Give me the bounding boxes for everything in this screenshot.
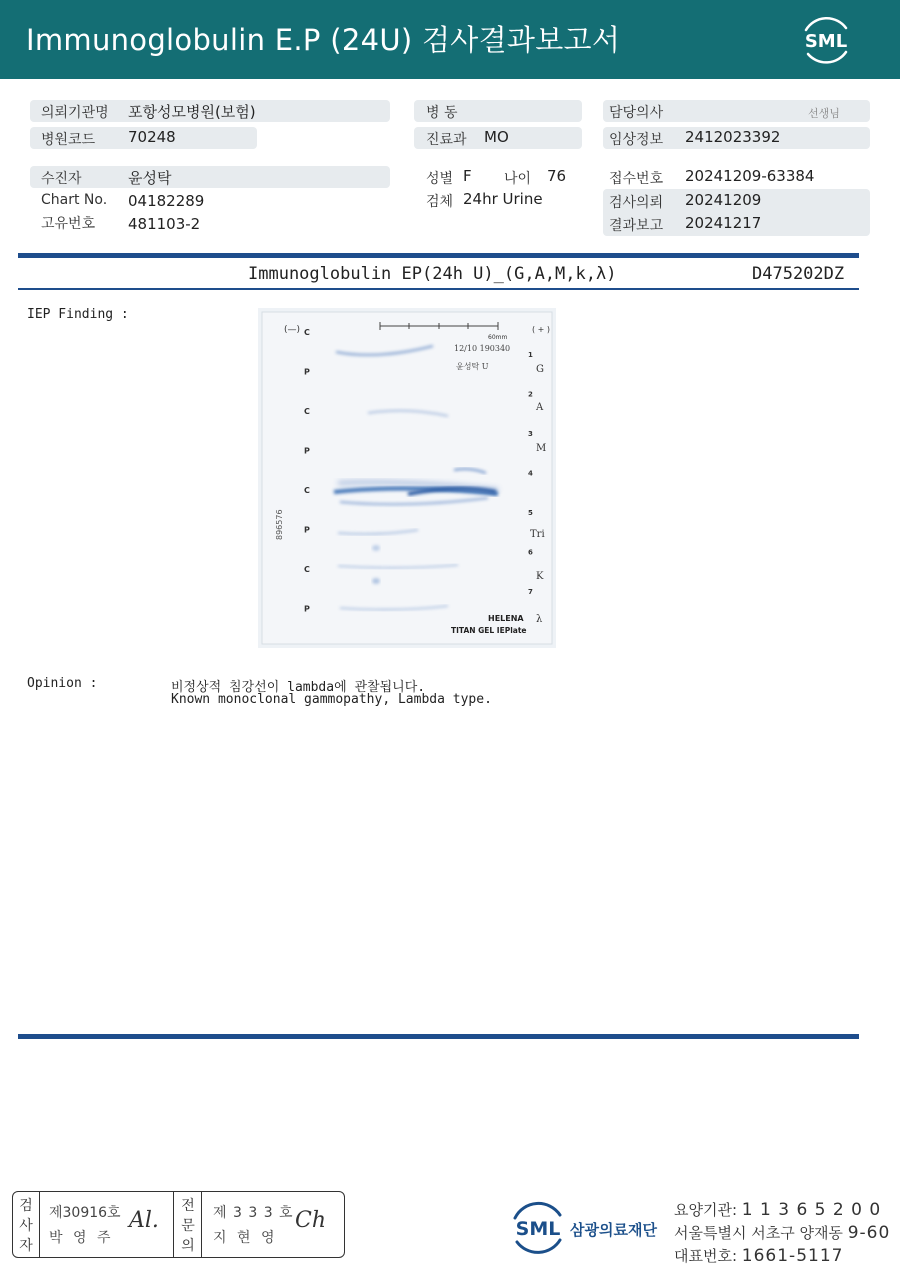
- gel-antiserum-label: K: [536, 571, 544, 582]
- request-value: 20241209: [685, 191, 762, 209]
- footer-logo-text: SML: [515, 1218, 561, 1240]
- specialist-label: 전 문 의: [181, 1198, 195, 1254]
- gel-lane-label: C: [304, 328, 310, 337]
- footer-phone: 대표번호: 1661-5117: [674, 1246, 844, 1266]
- iep-gel-image: [258, 308, 556, 648]
- gel-lane-label: C: [304, 565, 310, 574]
- gel-well-number: 3: [528, 430, 533, 438]
- patient-row: [30, 166, 390, 188]
- sex-label: 성별: [426, 171, 454, 187]
- gel-plus-label: ( + ): [532, 325, 551, 334]
- gel-antiserum-label: Tri: [530, 529, 545, 540]
- gel-antiserum-label: M: [536, 443, 547, 454]
- doctor-label: 담당의사: [609, 105, 664, 121]
- report-header: [0, 0, 900, 79]
- section-divider-top: [18, 253, 859, 258]
- specialist-name: 지 현 영: [213, 1230, 278, 1246]
- examiner-signature-icon: Al.: [129, 1208, 159, 1233]
- clinical-label: 임상정보: [609, 132, 664, 148]
- ward-label: 병 동: [426, 105, 458, 121]
- opinion-line-2: Known monoclonal gammopathy, Lambda type.: [171, 692, 492, 707]
- specimen-label: 검체: [426, 194, 454, 210]
- gel-brand-1: HELENA: [488, 614, 524, 623]
- gel-sample-date: 12/10 190340: [454, 344, 511, 353]
- examiner-license: 제30916호: [49, 1205, 121, 1221]
- gel-minus-label: (—): [284, 325, 301, 335]
- test-name: Immunoglobulin EP(24h U)_(G,A,M,k,λ): [248, 264, 617, 284]
- chart-label: Chart No.: [41, 192, 108, 208]
- gel-lane-label: C: [304, 407, 310, 416]
- gel-lane-label: P: [304, 525, 310, 535]
- sml-logo-icon: [798, 12, 854, 68]
- opinion-label: Opinion :: [27, 676, 98, 691]
- report-label: 결과보고: [609, 218, 664, 234]
- report-title: Immunoglobulin E.P (24U) 검사결과보고서: [26, 23, 621, 57]
- hospital-code-value: 70248: [128, 128, 176, 146]
- specialist-license: 제 3 3 3 호: [213, 1205, 294, 1221]
- footer-institution-code: 요양기관: 1 1 3 6 5 2 0 0: [674, 1200, 882, 1220]
- examiner-name: 박 영 주: [49, 1230, 114, 1246]
- chart-value: 04182289: [128, 192, 205, 210]
- test-header-underline: [18, 288, 859, 290]
- patient-label: 수진자: [41, 171, 82, 187]
- gel-lane-label: P: [304, 367, 310, 377]
- gel-lane-label: P: [304, 604, 310, 614]
- receipt-label: 접수번호: [609, 171, 664, 187]
- gel-well-number: 5: [528, 509, 533, 517]
- id-label: 고유번호: [41, 216, 96, 232]
- footer-sml-logo-icon: [508, 1198, 568, 1258]
- signature-box: [12, 1191, 345, 1258]
- gel-antiserum-label: λ: [536, 614, 543, 625]
- institution-value: 포항성모병원(보험): [128, 103, 256, 121]
- department-value: MO: [484, 128, 509, 146]
- test-code: D475202DZ: [752, 264, 845, 284]
- examiner-label: 검 사 자: [19, 1198, 33, 1254]
- gel-well-number: 2: [528, 390, 533, 399]
- specimen-value: 24hr Urine: [463, 190, 543, 208]
- gel-antiserum-label: A: [536, 402, 544, 413]
- id-value: 481103-2: [128, 215, 201, 233]
- iep-finding-label: IEP Finding :: [27, 307, 129, 322]
- gel-lane-label: P: [304, 446, 310, 456]
- opinion-line-1: 비정상적 침강선이 lambda에 관찰됩니다.: [171, 680, 426, 695]
- footer-address: 서울특별시 서초구 양재동 9-60: [674, 1223, 891, 1243]
- gel-lane-label: C: [304, 486, 310, 495]
- doctor-suffix: 선생님: [808, 107, 840, 120]
- hospital-code-label: 병원코드: [41, 132, 96, 148]
- gel-scale-text: 60mm: [488, 334, 508, 341]
- institution-label: 의뢰기관명: [41, 105, 109, 121]
- gel-side-number: 896576: [275, 509, 284, 540]
- age-label: 나이: [504, 171, 532, 187]
- report-value: 20241217: [685, 214, 762, 232]
- gel-well-number: 7: [528, 588, 533, 596]
- gel-well-number: 4: [528, 469, 533, 478]
- clinical-value: 2412023392: [685, 128, 781, 146]
- patient-value: 윤성탁: [128, 169, 172, 187]
- sex-value: F: [463, 167, 472, 185]
- gel-antiserum-label: G: [536, 364, 544, 375]
- section-divider-bottom: [18, 1034, 859, 1039]
- specialist-signature-icon: Ch: [295, 1208, 327, 1233]
- gel-sample-name: 윤성탁 U: [456, 362, 489, 371]
- sml-logo-text: SML: [804, 31, 848, 52]
- request-label: 검사의뢰: [609, 195, 664, 211]
- gel-well-number: 1: [528, 351, 533, 359]
- footer-org-name: 삼광의료재단: [570, 1221, 657, 1239]
- age-value: 76: [547, 167, 567, 185]
- gel-well-number: 6: [528, 548, 533, 557]
- department-label: 진료과: [426, 132, 467, 148]
- gel-brand-2: TITAN GEL IEPlate: [451, 626, 527, 635]
- receipt-value: 20241209-63384: [685, 167, 815, 185]
